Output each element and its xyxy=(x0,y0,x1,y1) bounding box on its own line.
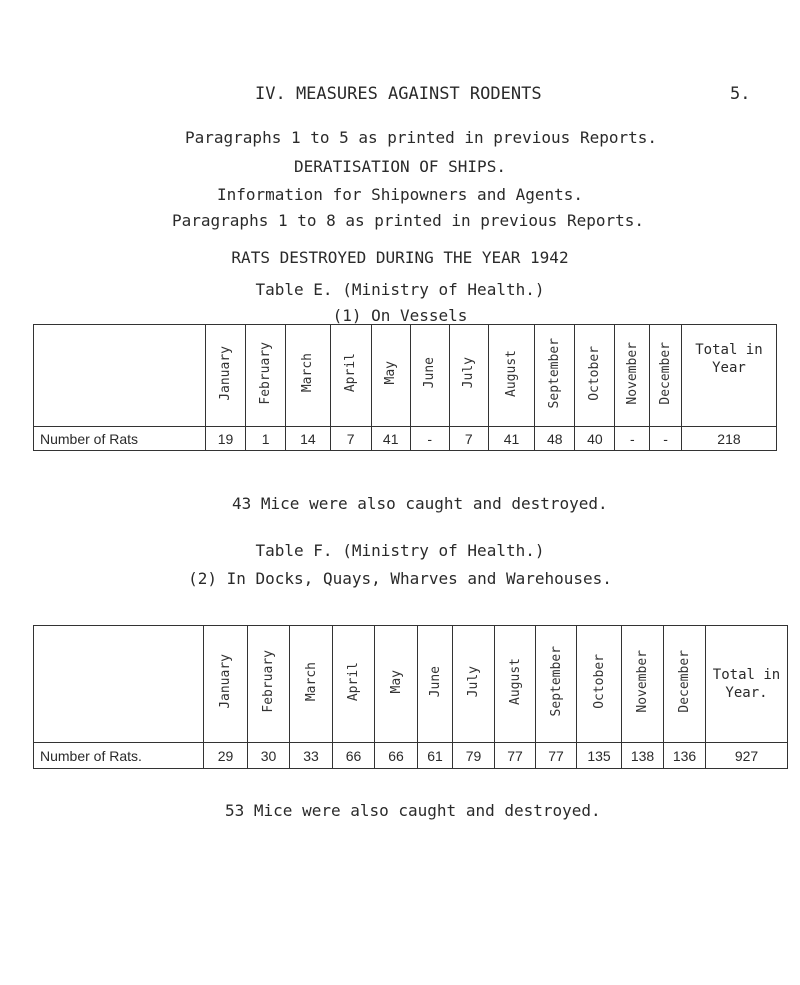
info-line: Information for Shipowners and Agents. xyxy=(216,185,584,204)
month-header: October xyxy=(575,325,615,427)
value-cell: 33 xyxy=(290,743,333,769)
value-cell: 77 xyxy=(536,743,577,769)
value-cell: - xyxy=(410,427,449,451)
value-cell: 41 xyxy=(371,427,410,451)
month-header: October xyxy=(577,626,622,743)
month-header: December xyxy=(650,325,682,427)
value-cell: 7 xyxy=(449,427,488,451)
value-cell: 77 xyxy=(495,743,536,769)
corner-cell xyxy=(34,626,204,743)
month-header: June xyxy=(418,626,453,743)
month-header: February xyxy=(246,325,286,427)
month-header: June xyxy=(410,325,449,427)
month-header: May xyxy=(371,325,410,427)
intro-line: Paragraphs 1 to 5 as printed in previous Reports. xyxy=(185,128,658,147)
value-cell: 136 xyxy=(664,743,706,769)
value-cell: 135 xyxy=(577,743,622,769)
month-header: August xyxy=(488,325,534,427)
value-cell: 41 xyxy=(488,427,534,451)
row-label: Number of Rats. xyxy=(34,743,204,769)
value-cell: 14 xyxy=(286,427,330,451)
month-header: January xyxy=(204,626,248,743)
month-header: March xyxy=(290,626,333,743)
rats-title: RATS DESTROYED DURING THE YEAR 1942 xyxy=(231,248,569,267)
month-header: November xyxy=(615,325,650,427)
value-cell: 30 xyxy=(248,743,290,769)
month-header: July xyxy=(449,325,488,427)
subsection-title: DERATISATION OF SHIPS. xyxy=(294,157,506,176)
total-header: Total in Year. xyxy=(706,626,788,743)
value-cell: - xyxy=(650,427,682,451)
value-cell: 1 xyxy=(246,427,286,451)
table-row xyxy=(34,743,788,769)
table-e xyxy=(33,324,777,451)
month-header: September xyxy=(536,626,577,743)
month-header: January xyxy=(206,325,246,427)
month-header: April xyxy=(333,626,375,743)
table-e-caption: Table E. (Ministry of Health.) xyxy=(255,280,545,299)
table-f-note: 53 Mice were also caught and destroyed. xyxy=(225,801,601,820)
info-paragraphs: Paragraphs 1 to 8 as printed in previous Reports. xyxy=(172,211,645,230)
month-header: November xyxy=(622,626,664,743)
value-cell: 66 xyxy=(333,743,375,769)
month-header: March xyxy=(286,325,330,427)
row-label: Number of Rats xyxy=(34,427,206,451)
value-cell: 79 xyxy=(453,743,495,769)
value-cell: 66 xyxy=(375,743,418,769)
month-header: August xyxy=(495,626,536,743)
month-header: February xyxy=(248,626,290,743)
value-cell: 138 xyxy=(622,743,664,769)
page-number: 5. xyxy=(730,84,751,104)
total-cell: 927 xyxy=(706,743,788,769)
total-cell: 218 xyxy=(681,427,776,451)
month-header: December xyxy=(664,626,706,743)
total-header: Total in Year xyxy=(681,325,776,427)
month-header: April xyxy=(330,325,371,427)
value-cell: 61 xyxy=(418,743,453,769)
value-cell: - xyxy=(615,427,650,451)
value-cell: 48 xyxy=(535,427,575,451)
section-title: IV. MEASURES AGAINST RODENTS xyxy=(255,84,542,104)
corner-cell xyxy=(34,325,206,427)
value-cell: 29 xyxy=(204,743,248,769)
month-header: September xyxy=(535,325,575,427)
value-cell: 7 xyxy=(330,427,371,451)
value-cell: 40 xyxy=(575,427,615,451)
table-row xyxy=(34,427,777,451)
table-e-note: 43 Mice were also caught and destroyed. xyxy=(232,494,608,513)
month-header: May xyxy=(375,626,418,743)
table-f-subcaption: (2) In Docks, Quays, Wharves and Warehouses. xyxy=(188,569,612,588)
table-f-caption: Table F. (Ministry of Health.) xyxy=(255,541,545,560)
month-header: July xyxy=(453,626,495,743)
table-e-subcaption: (1) On Vessels xyxy=(332,306,468,325)
table-f xyxy=(33,625,788,769)
value-cell: 19 xyxy=(206,427,246,451)
